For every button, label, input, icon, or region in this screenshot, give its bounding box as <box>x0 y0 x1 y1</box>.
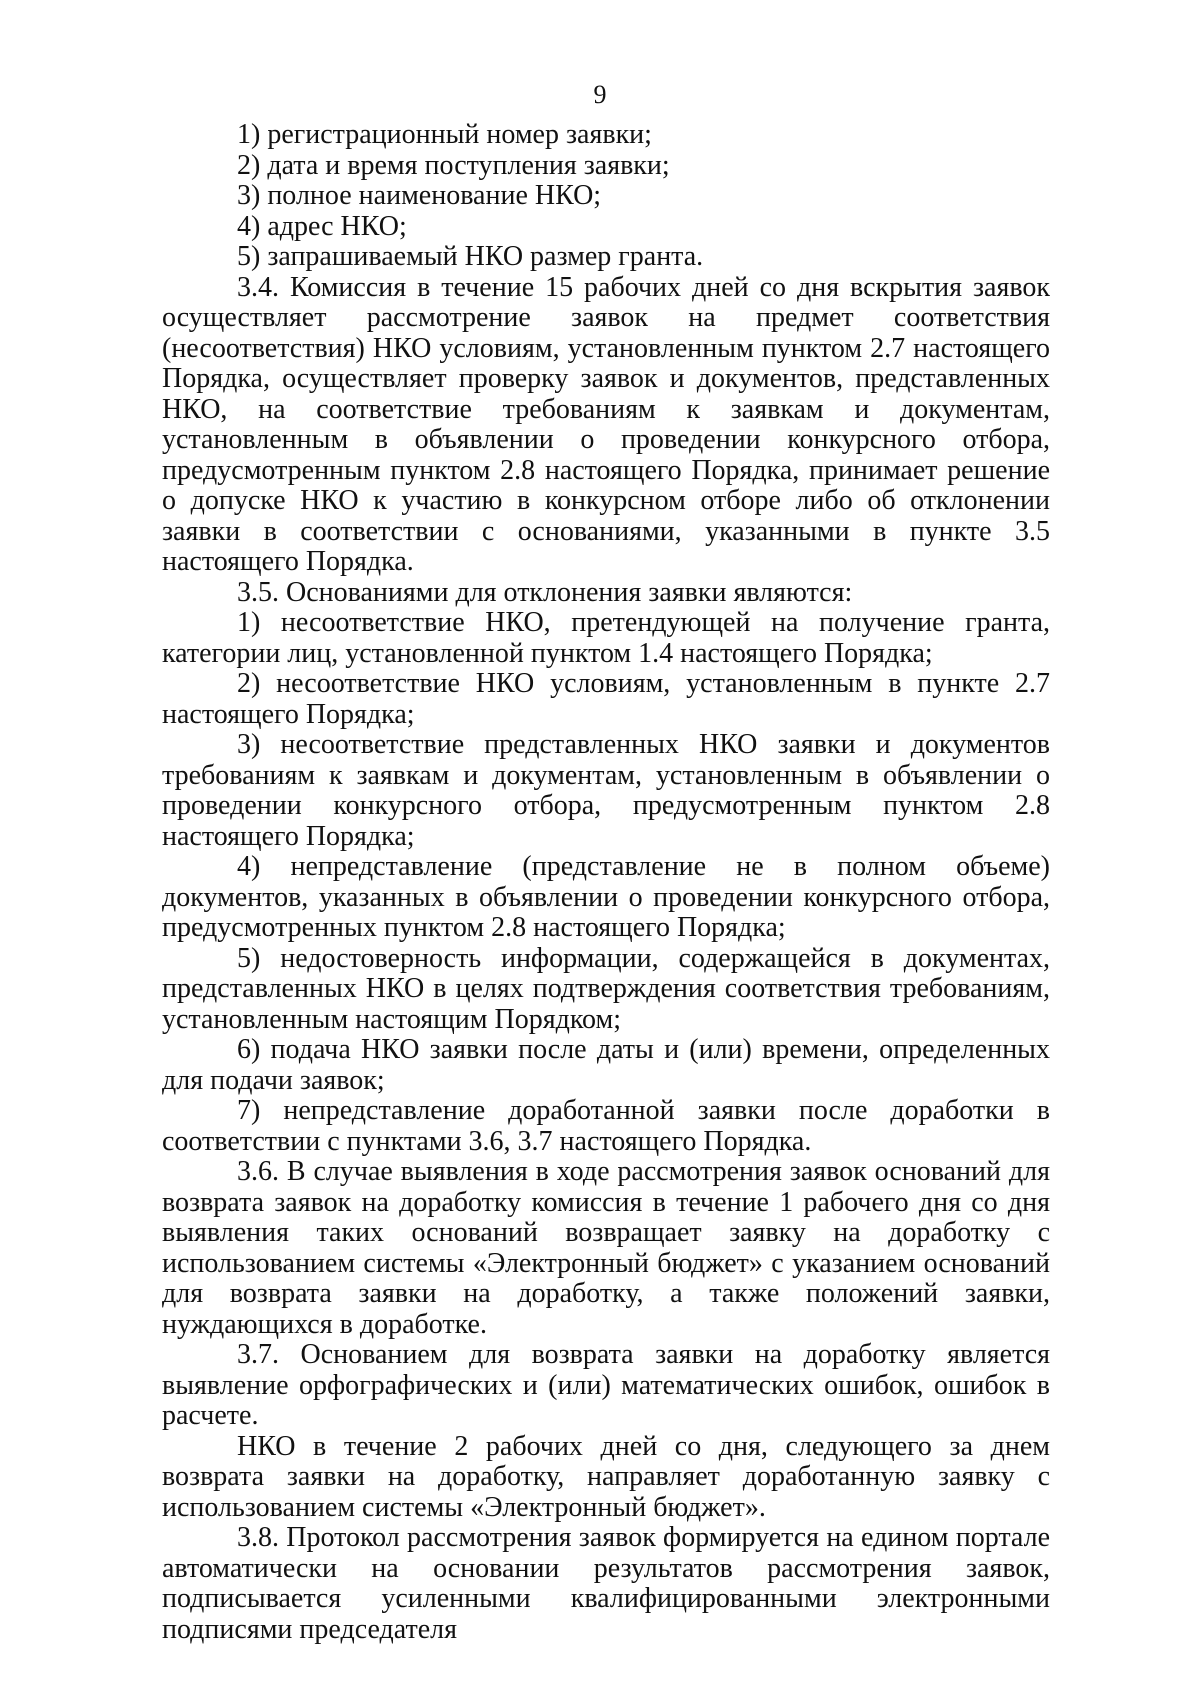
paragraph-3-5-heading: 3.5. Основаниями для отклонения заявки являются: <box>237 576 853 608</box>
paragraph-3-6: 3.6. В случае выявления в ходе рассмотрения заявок оснований для возврата заявок на доработку комиссия в течение 1 рабочего дня со дня выявления таких оснований возвращает заявку на доработку с использованием системы «Электронный бюджет» с указанием оснований для возврата заявки на доработку, а также положений заявки, нуждающихся в доработке. <box>162 1156 1050 1340</box>
paragraph-3-7: 3.7. Основанием для возврата заявки на доработку является выявление орфографических и (или) математических ошибок, ошибок в расчете. <box>162 1339 1050 1431</box>
document-body <box>162 120 1050 1645</box>
reason-item: 5) недостоверность информации, содержащейся в документах, представленных НКО в целях подтверждения соответствия требованиям, установленным настоящим Порядком; <box>162 942 1050 1035</box>
list-item: 4) адрес НКО; <box>237 210 407 242</box>
list-item: 2) дата и время поступления заявки; <box>237 149 670 181</box>
reason-item: 7) непредставление доработанной заявки после доработки в соответствии с пунктами 3.6, 3.7 настоящего Порядка. <box>162 1095 1050 1157</box>
reason-item: 6) подача НКО заявки после даты и (или) времени, определенных для подачи заявок; <box>162 1034 1050 1096</box>
list-item: 5) запрашиваемый НКО размер гранта. <box>237 241 704 272</box>
reason-item: 2) несоответствие НКО условиям, установленным в пункте 2.7 настоящего Порядка; <box>162 668 1050 730</box>
paragraph-3-8: 3.8. Протокол рассмотрения заявок формируется на едином портале автоматически на основании результатов рассмотрения заявок, подписывается усиленными квалифицированными электронными подписями председателя <box>162 1522 1050 1645</box>
paragraph-3-4: 3.4. Комиссия в течение 15 рабочих дней со дня вскрытия заявок осуществляет рассмотрение заявок на предмет соответствия (несоответствия) НКО условиям, установленным пунктом 2.7 настоящего Порядка, осуществляет проверку заявок и документов, представленных НКО, на соответствие требованиям к заявкам и документам, установленным в объявлении о проведении конкурсного отбора, предусмотренным пунктом 2.8 настоящего Порядка, принимает решение о допуске НКО к участию в конкурсном отборе либо об отклонении заявки в соответствии с основаниями, указанными в пункте 3.5 настоящего Порядка. <box>162 271 1050 577</box>
paragraph-nko-deadline: НКО в течение 2 рабочих дней со дня, следующего за днем возврата заявки на доработку, направляет доработанную заявку с использованием системы «Электронный бюджет». <box>162 1430 1050 1523</box>
page-number: 9 <box>593 80 607 109</box>
list-item: 1) регистрационный номер заявки; <box>237 119 652 150</box>
reason-item: 4) непредставление (представление не в полном объеме) документов, указанных в объявлении о проведении конкурсного отбора, предусмотренных пунктом 2.8 настоящего Порядка; <box>162 851 1050 943</box>
reason-item: 3) несоответствие представленных НКО заявки и документов требованиям к заявкам и документам, установленным в объявлении о проведении конкурсного отбора, предусмотренным пунктом 2.8 настоящего Порядка; <box>162 729 1050 852</box>
reason-item: 1) несоответствие НКО, претендующей на получение гранта, категории лиц, установленной пунктом 1.4 настоящего Порядка; <box>162 607 1050 669</box>
list-item: 3) полное наименование НКО; <box>237 180 602 211</box>
